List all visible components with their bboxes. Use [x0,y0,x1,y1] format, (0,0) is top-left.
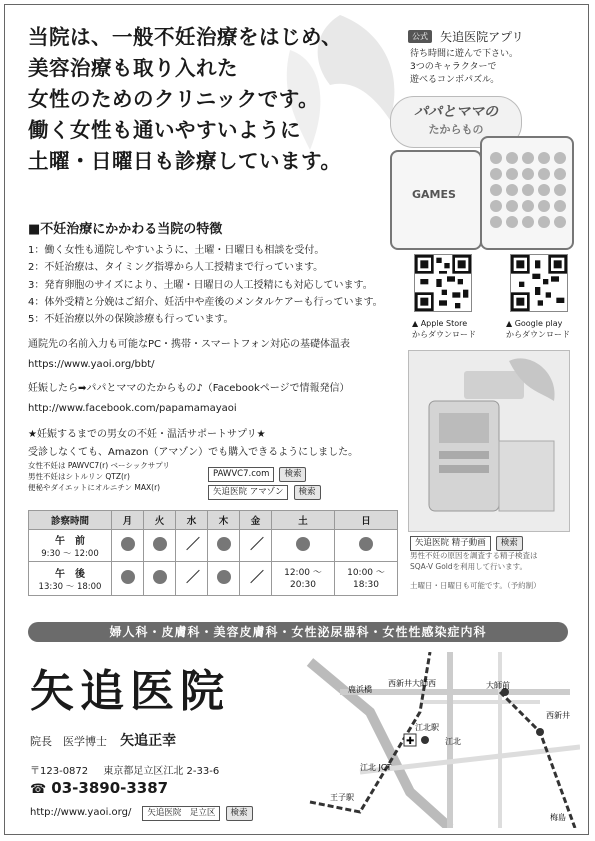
clinic-name: 矢追医院 [30,666,230,717]
time-cell [29,530,112,562]
closed-cell [176,562,208,596]
google-label-line: ▲ Google play [506,319,563,328]
open-cell [144,530,176,562]
feature-item: 4：体外受精と分娩はご紹介、妊活中や産後のメンタルケアーも行っています。 [28,296,383,308]
map-label-ojimae: 王子駅 [330,793,354,802]
open-cell [144,562,176,596]
apple-label-line: ▲ Apple Store [412,319,468,328]
headline [28,22,342,177]
app-desc-line: 3つのキャラクターで [410,62,497,72]
search-button[interactable]: 検索 [294,485,321,500]
map-label-nishiarai: 西新井 [546,711,570,720]
schedule-table [28,510,398,596]
row-label: 午 後 [55,569,85,580]
header-cell: 水 [176,511,208,530]
headline-line: 美容治療も取り入れた [28,56,238,80]
apple-store-qr-code[interactable] [414,254,472,312]
puzzle-grid [482,138,568,238]
director-title: 院長 医学博士 [30,735,107,748]
header-cell: 月 [112,511,144,530]
director-name: 矢追正幸 [120,733,177,749]
app-desc-line: 待ち時間に遊んで下さい。 [410,49,519,59]
headline-line: 働く女性も通いやすいように [28,118,301,142]
supplement-products [28,460,170,493]
open-dot-icon [217,537,231,551]
schedule-row-am [29,530,398,562]
map-label-kohoku-station: 江北駅 [415,723,439,732]
headline-line: 女性のためのクリニックです。 [28,87,320,111]
header-cell: 木 [208,511,240,530]
access-map [300,652,580,828]
supplement-line1: ★妊娠するまでの男女の不妊・温活サポートサプリ★ [28,429,266,440]
website-url-link[interactable]: http://www.yaoi.org/ [30,807,132,818]
open-dot-icon [217,570,231,584]
closed-cell [240,530,272,562]
header-cell: 土 [272,511,335,530]
hospital-icon: ✚ [406,736,415,747]
open-dot-icon [359,537,373,551]
open-dot-icon [153,570,167,584]
app-logo-line2: たからもの [428,123,484,136]
time-cell [29,562,112,596]
search-button[interactable]: 検索 [279,467,306,482]
search-sperm-video [410,530,523,551]
phone-icon: ☎ [30,782,47,797]
search-box-amazon[interactable]: 矢追医院 アマゾン [208,485,288,500]
closed-slash-icon [183,569,201,585]
analyzer-machine-image [409,351,569,531]
caption-line: 男性不妊の原因を調査する精子検査は [410,551,538,560]
feature-item: 3：発育卵胞のサイズにより、土曜・日曜日の人工授精にも対応しています。 [28,279,373,291]
map-label-daishimae: 大師前 [486,681,510,690]
open-cell [272,530,335,562]
games-label: GAMES [412,188,456,201]
row-time: 13:30 〜 18:00 [38,582,102,592]
supplement-line2: 受診しなくても、Amazon（アマゾン）でも購入できるようにしました。 [28,446,359,458]
map-label-kohoku: 江北 [445,737,461,746]
photo-caption [410,550,538,572]
hours-cell-sun: 10:00 〜 18:30 [335,562,398,596]
row-label: 午 前 [55,536,85,547]
photo-note: 土曜日・日曜日も可能です。（予約制） [410,581,541,590]
departments-band: 婦人科・皮膚科・美容皮膚科・女性泌尿器科・女性性感染症内科 [28,622,568,642]
header-cell: 火 [144,511,176,530]
google-play-qr-code[interactable] [510,254,568,312]
feature-item: 5：不妊治療以外の保険診療も行っています。 [28,314,234,326]
caption-line: SQA-V Goldを利用して行います。 [410,562,528,571]
google-play-label [506,318,570,340]
search-box-sperm-video[interactable]: 矢追医院 精子動画 [410,536,491,551]
closed-slash-icon [247,569,265,585]
open-dot-icon [153,537,167,551]
facebook-section [28,380,350,417]
header-cell: 金 [240,511,272,530]
app-description [410,48,518,87]
closed-cell [240,562,272,596]
open-cell [112,530,144,562]
search-button[interactable]: 検索 [496,536,523,551]
app-header [408,26,524,45]
product-item: 女性不妊は PAWVC7(r) ベーシックサプリ [28,461,170,470]
map-label-kohoku-jct: 江北 JCT [360,763,392,772]
address: 東京都足立区江北 2-33-6 [103,766,220,777]
phone-right [480,136,574,250]
app-desc-line: 遊べるコンボパズル。 [410,75,500,85]
open-cell [112,562,144,596]
app-badge: 公式 [408,30,432,43]
map-label-nishiarai-daishi: 西新井大師西 [388,679,436,688]
kohoku-station-marker [421,736,429,744]
app-logo-line1: パパとママの [414,104,498,120]
feature-item: 1：働く女性も通院しやすいように、土曜・日曜日も相談を受付。 [28,245,325,256]
phone-number[interactable]: 03-3890-3387 [51,779,169,797]
director-line [30,730,176,750]
sperm-analyzer-photo [408,350,570,532]
closed-cell [176,530,208,562]
row-time: 9:30 〜 12:00 [41,549,99,559]
features-title: ■不妊治療にかかわる当院の特徴 [28,222,223,237]
search-box-pawvc7[interactable]: PAWVC7.com [208,467,274,482]
map-label-umejima: 梅島 [550,813,566,822]
map-label-shikahama: 鹿浜橋 [348,685,372,694]
open-dot-icon [121,537,135,551]
product-item: 便秘やダイエットにオルニチン MAX(r) [28,483,161,492]
header-cell: 診察時間 [29,511,112,530]
search-button[interactable]: 検索 [226,806,253,821]
feature-item: 2：不妊治療は、タイミング指導から人工授精まで行っています。 [28,262,324,274]
open-cell [208,530,240,562]
product-item: 男性不妊はシトルリン QTZ(r) [28,472,130,481]
open-cell [208,562,240,596]
facebook-url-link[interactable]: http://www.facebook.com/papamamayaoi [28,402,237,414]
header-cell: 日 [335,511,398,530]
schedule-row-pm [29,562,398,596]
bbt-section [28,336,350,373]
bbt-url-link[interactable]: https://www.yaoi.org/bbt/ [28,358,155,370]
apple-store-label [412,318,476,340]
nishiarai-station-marker [536,728,544,736]
search-amazon [208,479,321,500]
open-dot-icon [296,537,310,551]
closed-slash-icon [247,536,265,552]
postal-code: 〒123-0872 [30,766,89,777]
phone-left [390,150,482,250]
app-title: 矢追医院アプリ [440,30,524,44]
schedule-header-row [29,511,398,530]
google-label-line: からダウンロード [506,330,570,339]
open-cell [335,530,398,562]
headline-line: 土曜・日曜日も診療しています。 [28,149,342,173]
phone-line [30,778,168,797]
closed-slash-icon [183,536,201,552]
hours-cell-sat: 12:00 〜 20:30 [272,562,335,596]
apple-label-line: からダウンロード [412,330,476,339]
app-promo-image [390,104,575,248]
facebook-text: 妊娠したら➡パパとママのたからもの♪（Facebookページで情報発信） [28,383,350,394]
bbt-text: 通院先の名前入力も可能なPC・携帯・スマートフォン対応の基礎体温表 [28,339,351,350]
website-line [30,800,253,821]
features-list [28,242,383,328]
open-dot-icon [121,570,135,584]
headline-line: 当院は、一般不妊治療をはじめ、 [28,25,343,49]
search-box-clinic[interactable]: 矢追医院 足立区 [142,806,220,821]
address-line [30,762,219,777]
supplement-section [28,426,358,461]
